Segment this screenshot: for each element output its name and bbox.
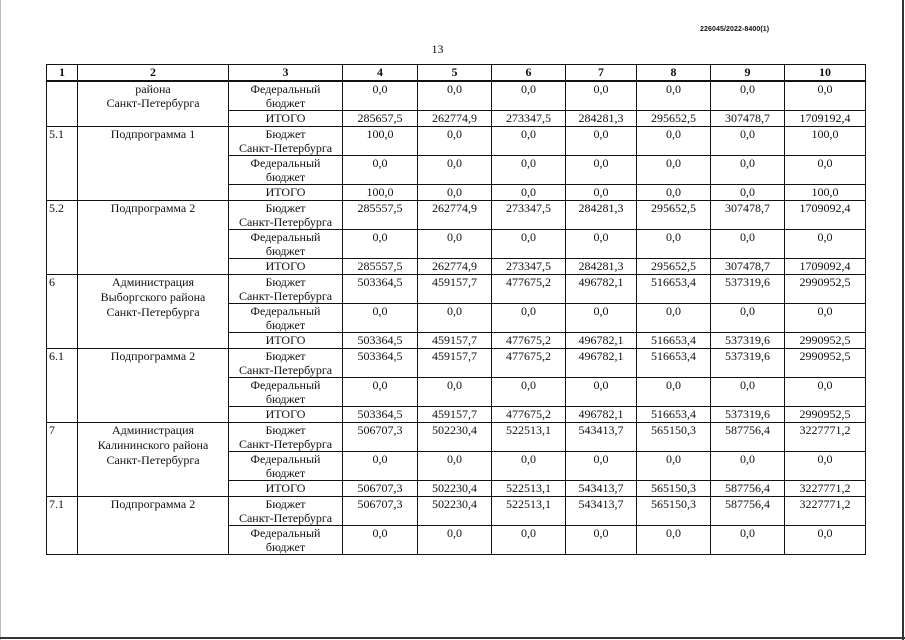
funding-source-cell [229, 259, 343, 275]
value-cell: 565150,3 [637, 423, 711, 452]
funding-source-line: Бюджет [265, 127, 306, 141]
value-cell: 496782,1 [566, 275, 637, 304]
value-cell: 516653,4 [637, 407, 711, 423]
value-cell: 307478,7 [711, 259, 785, 275]
value-cell: 587756,4 [711, 481, 785, 497]
program-name-line: Калининского района [97, 438, 209, 452]
value-cell: 0,0 [492, 526, 566, 555]
value-cell: 0,0 [418, 156, 492, 185]
value-cell: 503364,5 [343, 333, 418, 349]
program-name-line: Выборгского района [100, 290, 206, 304]
value-cell: 516653,4 [637, 349, 711, 378]
value-cell: 0,0 [785, 378, 866, 407]
value-cell: 537319,6 [711, 333, 785, 349]
row-number-cell [47, 81, 78, 127]
value-cell: 477675,2 [492, 407, 566, 423]
header-cell: 1 [47, 65, 78, 82]
value-cell: 284281,3 [566, 259, 637, 275]
funding-source-line: Федеральный [250, 230, 321, 244]
row-number-cell: 7 [47, 423, 78, 497]
value-cell: 587756,4 [711, 423, 785, 452]
value-cell: 0,0 [785, 304, 866, 333]
value-cell: 0,0 [492, 230, 566, 259]
funding-source-line: бюджет [265, 96, 306, 110]
value-cell: 0,0 [637, 185, 711, 201]
value-cell: 506707,3 [343, 481, 418, 497]
funding-source-cell [229, 111, 343, 127]
value-cell: 0,0 [566, 452, 637, 481]
value-cell: 100,0 [785, 127, 866, 156]
value-cell: 0,0 [711, 526, 785, 555]
value-cell: 516653,4 [637, 333, 711, 349]
value-cell: 0,0 [637, 378, 711, 407]
program-name-cell [78, 275, 229, 349]
value-cell: 0,0 [343, 526, 418, 555]
value-cell: 565150,3 [637, 497, 711, 526]
value-cell: 0,0 [492, 185, 566, 201]
value-cell: 565150,3 [637, 481, 711, 497]
value-cell: 496782,1 [566, 333, 637, 349]
funding-source-cell [229, 230, 343, 259]
value-cell: 0,0 [418, 378, 492, 407]
value-cell: 3227771,2 [785, 481, 866, 497]
funding-source-line: ИТОГО [265, 111, 306, 125]
page-edge-right [902, 0, 904, 640]
value-cell: 0,0 [418, 304, 492, 333]
value-cell: 0,0 [566, 378, 637, 407]
funding-source-cell [229, 201, 343, 230]
value-cell: 496782,1 [566, 407, 637, 423]
value-cell: 0,0 [566, 156, 637, 185]
value-cell: 273347,5 [492, 259, 566, 275]
program-name-line: Санкт-Петербурга [106, 453, 200, 467]
funding-source-line: бюджет [265, 540, 306, 554]
funding-source-cell [229, 304, 343, 333]
value-cell: 502230,4 [418, 497, 492, 526]
value-cell: 537319,6 [711, 407, 785, 423]
value-cell: 262774,9 [418, 259, 492, 275]
value-cell: 0,0 [637, 526, 711, 555]
row-number-cell: 5.2 [47, 201, 78, 275]
funding-source-cell [229, 423, 343, 452]
funding-source-cell [229, 185, 343, 201]
value-cell: 506707,3 [343, 423, 418, 452]
program-name-line: Подпрограмма 2 [110, 497, 196, 511]
program-name-line: Санкт-Петербурга [106, 305, 200, 319]
program-name-cell [78, 349, 229, 423]
value-cell: 0,0 [418, 127, 492, 156]
value-cell: 0,0 [492, 127, 566, 156]
value-cell: 0,0 [343, 452, 418, 481]
funding-source-line: бюджет [265, 466, 306, 480]
value-cell: 503364,5 [343, 407, 418, 423]
funding-source-cell [229, 378, 343, 407]
value-cell: 0,0 [637, 230, 711, 259]
value-cell: 0,0 [711, 127, 785, 156]
value-cell: 100,0 [343, 127, 418, 156]
value-cell: 2990952,5 [785, 333, 866, 349]
funding-source-line: Федеральный [250, 526, 321, 540]
value-cell: 0,0 [418, 526, 492, 555]
funding-source-line: Санкт-Петербурга [238, 437, 333, 451]
funding-source-line: Федеральный [250, 304, 321, 318]
value-cell: 295652,5 [637, 201, 711, 230]
value-cell: 0,0 [637, 127, 711, 156]
funding-source-line: Санкт-Петербурга [238, 363, 333, 377]
value-cell: 0,0 [637, 156, 711, 185]
value-cell: 477675,2 [492, 275, 566, 304]
funding-source-line: Санкт-Петербурга [238, 511, 333, 525]
program-name-line: Санкт-Петербурга [106, 96, 200, 110]
page-edge-bottom [0, 637, 905, 639]
header-cell: 3 [229, 65, 343, 82]
value-cell: 522513,1 [492, 481, 566, 497]
value-cell: 0,0 [566, 230, 637, 259]
header-row [47, 65, 866, 82]
funding-source-line: бюджет [265, 318, 306, 332]
value-cell: 0,0 [418, 452, 492, 481]
header-cell: 4 [343, 65, 418, 82]
funding-source-line: Федеральный [250, 82, 321, 96]
program-name-line: Подпрограмма 2 [110, 349, 196, 363]
value-cell: 496782,1 [566, 349, 637, 378]
funding-source-line: Бюджет [265, 497, 306, 511]
funding-source-line: Санкт-Петербурга [238, 289, 333, 303]
value-cell: 0,0 [711, 81, 785, 111]
value-cell: 459157,7 [418, 349, 492, 378]
value-cell: 0,0 [785, 156, 866, 185]
budget-table [46, 64, 866, 555]
value-cell: 0,0 [492, 378, 566, 407]
value-cell: 0,0 [637, 452, 711, 481]
value-cell: 284281,3 [566, 201, 637, 230]
value-cell: 273347,5 [492, 111, 566, 127]
value-cell: 543413,7 [566, 423, 637, 452]
value-cell: 0,0 [343, 230, 418, 259]
value-cell: 285557,5 [343, 259, 418, 275]
funding-source-cell [229, 481, 343, 497]
funding-source-cell [229, 333, 343, 349]
row-number-cell: 5.1 [47, 127, 78, 201]
value-cell: 522513,1 [492, 423, 566, 452]
value-cell: 0,0 [343, 81, 418, 111]
value-cell: 0,0 [566, 304, 637, 333]
header-cell: 2 [78, 65, 229, 82]
value-cell: 0,0 [785, 526, 866, 555]
value-cell: 0,0 [492, 81, 566, 111]
value-cell: 1709092,4 [785, 259, 866, 275]
value-cell: 0,0 [418, 230, 492, 259]
value-cell: 0,0 [711, 230, 785, 259]
value-cell: 477675,2 [492, 349, 566, 378]
value-cell: 0,0 [637, 304, 711, 333]
program-name-line: района [135, 82, 171, 96]
row-number-cell: 6 [47, 275, 78, 349]
value-cell: 0,0 [566, 526, 637, 555]
value-cell: 0,0 [785, 452, 866, 481]
funding-source-cell [229, 349, 343, 378]
value-cell: 0,0 [711, 452, 785, 481]
value-cell: 1709092,4 [785, 201, 866, 230]
funding-source-cell [229, 275, 343, 304]
value-cell: 3227771,2 [785, 423, 866, 452]
value-cell: 0,0 [343, 304, 418, 333]
value-cell: 0,0 [418, 81, 492, 111]
value-cell: 3227771,2 [785, 497, 866, 526]
value-cell: 295652,5 [637, 259, 711, 275]
funding-source-cell [229, 81, 343, 111]
header-cell: 9 [711, 65, 785, 82]
funding-source-line: ИТОГО [265, 259, 306, 273]
table-row [47, 275, 866, 304]
value-cell: 0,0 [343, 378, 418, 407]
value-cell: 2990952,5 [785, 275, 866, 304]
funding-source-line: Санкт-Петербурга [238, 141, 333, 155]
program-name-line: Подпрограмма 1 [110, 127, 196, 141]
value-cell: 307478,7 [711, 201, 785, 230]
value-cell: 0,0 [418, 185, 492, 201]
page-edge-left [0, 0, 1, 640]
header-cell: 7 [566, 65, 637, 82]
funding-source-cell [229, 452, 343, 481]
value-cell: 543413,7 [566, 481, 637, 497]
program-name-cell [78, 423, 229, 497]
value-cell: 522513,1 [492, 497, 566, 526]
value-cell: 262774,9 [418, 111, 492, 127]
funding-source-cell [229, 497, 343, 526]
value-cell: 1709192,4 [785, 111, 866, 127]
page-number: 13 [431, 42, 444, 56]
value-cell: 502230,4 [418, 423, 492, 452]
value-cell: 506707,3 [343, 497, 418, 526]
funding-source-line: ИТОГО [265, 185, 306, 199]
value-cell: 543413,7 [566, 497, 637, 526]
program-name-cell [78, 201, 229, 275]
program-name-line: Администрация [111, 275, 195, 289]
header-cell: 5 [418, 65, 492, 82]
funding-source-line: Федеральный [250, 378, 321, 392]
value-cell: 2990952,5 [785, 407, 866, 423]
table-row [47, 127, 866, 156]
value-cell: 2990952,5 [785, 349, 866, 378]
value-cell: 0,0 [785, 81, 866, 111]
header-cell: 8 [637, 65, 711, 82]
funding-source-line: ИТОГО [265, 481, 306, 495]
funding-source-line: ИТОГО [265, 333, 306, 347]
value-cell: 295652,5 [637, 111, 711, 127]
value-cell: 284281,3 [566, 111, 637, 127]
value-cell: 285657,5 [343, 111, 418, 127]
value-cell: 459157,7 [418, 333, 492, 349]
program-name-line: Администрация [111, 423, 195, 437]
funding-source-line: Бюджет [265, 349, 306, 363]
document-id: 226045/2022-8400(1) [700, 26, 770, 33]
table-row [47, 81, 866, 111]
value-cell: 0,0 [566, 81, 637, 111]
value-cell: 0,0 [492, 156, 566, 185]
table-row [47, 497, 866, 526]
value-cell: 0,0 [711, 304, 785, 333]
funding-source-cell [229, 526, 343, 555]
funding-source-line: Санкт-Петербурга [238, 215, 333, 229]
table-row [47, 201, 866, 230]
value-cell: 0,0 [785, 230, 866, 259]
funding-source-cell [229, 156, 343, 185]
value-cell: 587756,4 [711, 497, 785, 526]
value-cell: 503364,5 [343, 275, 418, 304]
value-cell: 459157,7 [418, 275, 492, 304]
header-cell: 10 [785, 65, 866, 82]
funding-source-line: бюджет [265, 392, 306, 406]
value-cell: 502230,4 [418, 481, 492, 497]
table-body [47, 81, 866, 555]
header-cell: 6 [492, 65, 566, 82]
value-cell: 0,0 [566, 127, 637, 156]
value-cell: 0,0 [711, 185, 785, 201]
value-cell: 537319,6 [711, 275, 785, 304]
value-cell: 477675,2 [492, 333, 566, 349]
value-cell: 0,0 [566, 185, 637, 201]
funding-source-line: бюджет [265, 170, 306, 184]
program-name-cell [78, 497, 229, 555]
table-row [47, 423, 866, 452]
funding-source-line: Федеральный [250, 156, 321, 170]
value-cell: 516653,4 [637, 275, 711, 304]
row-number-cell: 7.1 [47, 497, 78, 555]
value-cell: 0,0 [711, 378, 785, 407]
value-cell: 459157,7 [418, 407, 492, 423]
value-cell: 0,0 [711, 156, 785, 185]
program-name-cell [78, 81, 229, 127]
funding-source-cell [229, 407, 343, 423]
value-cell: 0,0 [343, 156, 418, 185]
row-number-cell: 6.1 [47, 349, 78, 423]
value-cell: 0,0 [637, 81, 711, 111]
funding-source-line: Бюджет [265, 275, 306, 289]
funding-source-line: Федеральный [250, 452, 321, 466]
value-cell: 262774,9 [418, 201, 492, 230]
funding-source-line: бюджет [265, 244, 306, 258]
value-cell: 307478,7 [711, 111, 785, 127]
value-cell: 503364,5 [343, 349, 418, 378]
value-cell: 100,0 [785, 185, 866, 201]
program-name-cell [78, 127, 229, 201]
program-name-line: Подпрограмма 2 [110, 201, 196, 215]
table-row [47, 349, 866, 378]
value-cell: 0,0 [492, 304, 566, 333]
funding-source-line: Бюджет [265, 423, 306, 437]
value-cell: 0,0 [492, 452, 566, 481]
funding-source-line: Бюджет [265, 201, 306, 215]
funding-source-line: ИТОГО [265, 407, 306, 421]
value-cell: 537319,6 [711, 349, 785, 378]
value-cell: 100,0 [343, 185, 418, 201]
value-cell: 273347,5 [492, 201, 566, 230]
value-cell: 285557,5 [343, 201, 418, 230]
funding-source-cell [229, 127, 343, 156]
